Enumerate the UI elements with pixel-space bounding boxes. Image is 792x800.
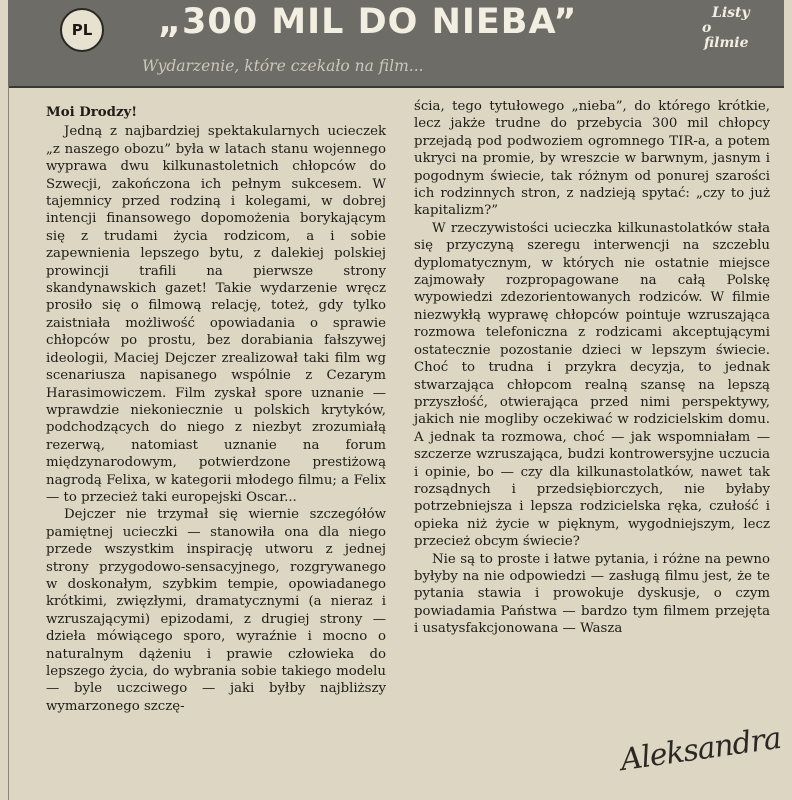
paragraph: W rzeczywistości ucieczka kilkunastolatków stała się przyczyną szeregu interwencji na szczeblu dyplomatycznym, w których nie ostatnie miejsce zajmowały rozpropagowane na całą Polskę wypowiedzi zdezorientowanych rodziców. W filmie niezwykłą wyprawę chłopców pointuje wzruszająca rozmowa telefoniczna z rodzicami akceptującymi ostatecznie pozostanie dzieci w lepszym świecie. Choć to trudna i przykra decyzja, to jednak stwarzająca chłopcom realną szansę na lepszą przyszłość, otwierająca przed nimi perspektywy, jakich nie mogliby oczekiwać w rodzicielskim domu. A jednak ta rozmowa, choć — jak wspomniałam — szczerze wzruszająca, budzi kontrowersyjne uczucia i opinie, bo — czy dla kilkunastolatków, nawet tak rozsądnych i przedsiębiorczych, nie byłaby potrzebniejsza i lepsza rodzicielska ręka, czułość i opieka niż życie w pięknym, wygodniejszym, lecz przecież obcym świecie?	[414, 220, 770, 550]
signature: Aleksandra	[618, 720, 783, 779]
paragraph: Jedną z najbardziej spektakularnych ucieczek „z naszego obozu” była w latach stanu wojennego wyprawa dwu kilkunastoletnich chłopców do Szwecji, zakończona ich pełnym sukcesem. W tajemnicy przed rodziną i kolegami, w dobrej intencji finansowego dopomożenia borykającym się z trudami życia rodzicom, a i sobie zapewnienia lepszego bytu, z dalekiej polskiej prowincji trafili na pierwsze strony skandynawskich gazet! Takie wydarzenie wręcz prosiło się o filmową relację, toteż, gdy tylko zaistniała możliwość opowiadania o sprawie chłopców po prostu, bez dorabiania fałszywej ideologii, Maciej Dejczer zrealizował taki film wg scenariusza napisanego wspólnie z Cezarym Harasimowiczem. Film zyskał spore uznanie — wprawdzie niekoniecznie u polskich krytyków, podchodzących do niego z niezbyt zrozumiałą rezerwą, natomiast uznanie na forum międzynarodowym, potwierdzone prestiżową nagrodą Felixa, w kategorii młodego filmu; a Felix — to przecież taki europejski Oscar...	[46, 124, 386, 505]
left-rule	[8, 86, 9, 800]
paragraph: ścia, tego tytułowego „nieba”, do którego krótkie, lecz jakże trudne do przebycia 300 mil chłopcy przejadą pod podwoziem ogromnego TIR-a, a potem ukryci na promie, by wreszcie w barwnym, jasnym i pogodnym świecie, tak różnym od ponurej szarości ich rodzinnych stron, z nadzieją spytać: „czy to już kapitalizm?”	[414, 99, 770, 219]
article-column-1	[46, 104, 386, 715]
subheadline: Wydarzenie, które czekało na film...	[142, 57, 424, 75]
paragraph: Nie są to proste i łatwe pytania, i różne na pewno byłyby na nie odpowiedzi — zasługą filmu jest, że te pytania stawia i prowokuje dyskusje, o czym powiadamia Państwa — bardzo tym filmem przejęta i usatysfakcjonowana — Wasza	[414, 551, 770, 637]
column-label-line: Listy	[712, 5, 750, 21]
article-column-2	[414, 98, 770, 638]
headline: „300 MIL DO NIEBA”	[158, 2, 578, 42]
greeting: Moi Drodzy!	[46, 105, 138, 120]
header-banner	[8, 0, 784, 88]
pl-badge: PL	[60, 8, 104, 52]
paragraph: Dejczer nie trzymał się wiernie szczegółów pamiętnej ucieczki — stanowiła ona dla niego przede wszystkim inspirację utworu z jednej strony przygodowo-sensacyjnego, rozgrywanego w doskonałym, szybkim tempie, opowiadanego krótkimi, zwięzłymi, dramatycznymi (a nieraz i wzruszającymi) epizodami, z drugiej strony — dzieła mówiącego sporo, wyraźnie i mocno o naturalnym dążeniu i prawie człowieka do lepszego życia, do wybrania sobie takiego modelu — byle uczciwego — jaki byłby najbliższy wymarzonego szczę-	[46, 507, 386, 714]
column-label	[702, 5, 750, 82]
column-label-line: o	[702, 20, 712, 36]
column-label-line: filmie	[704, 35, 749, 51]
